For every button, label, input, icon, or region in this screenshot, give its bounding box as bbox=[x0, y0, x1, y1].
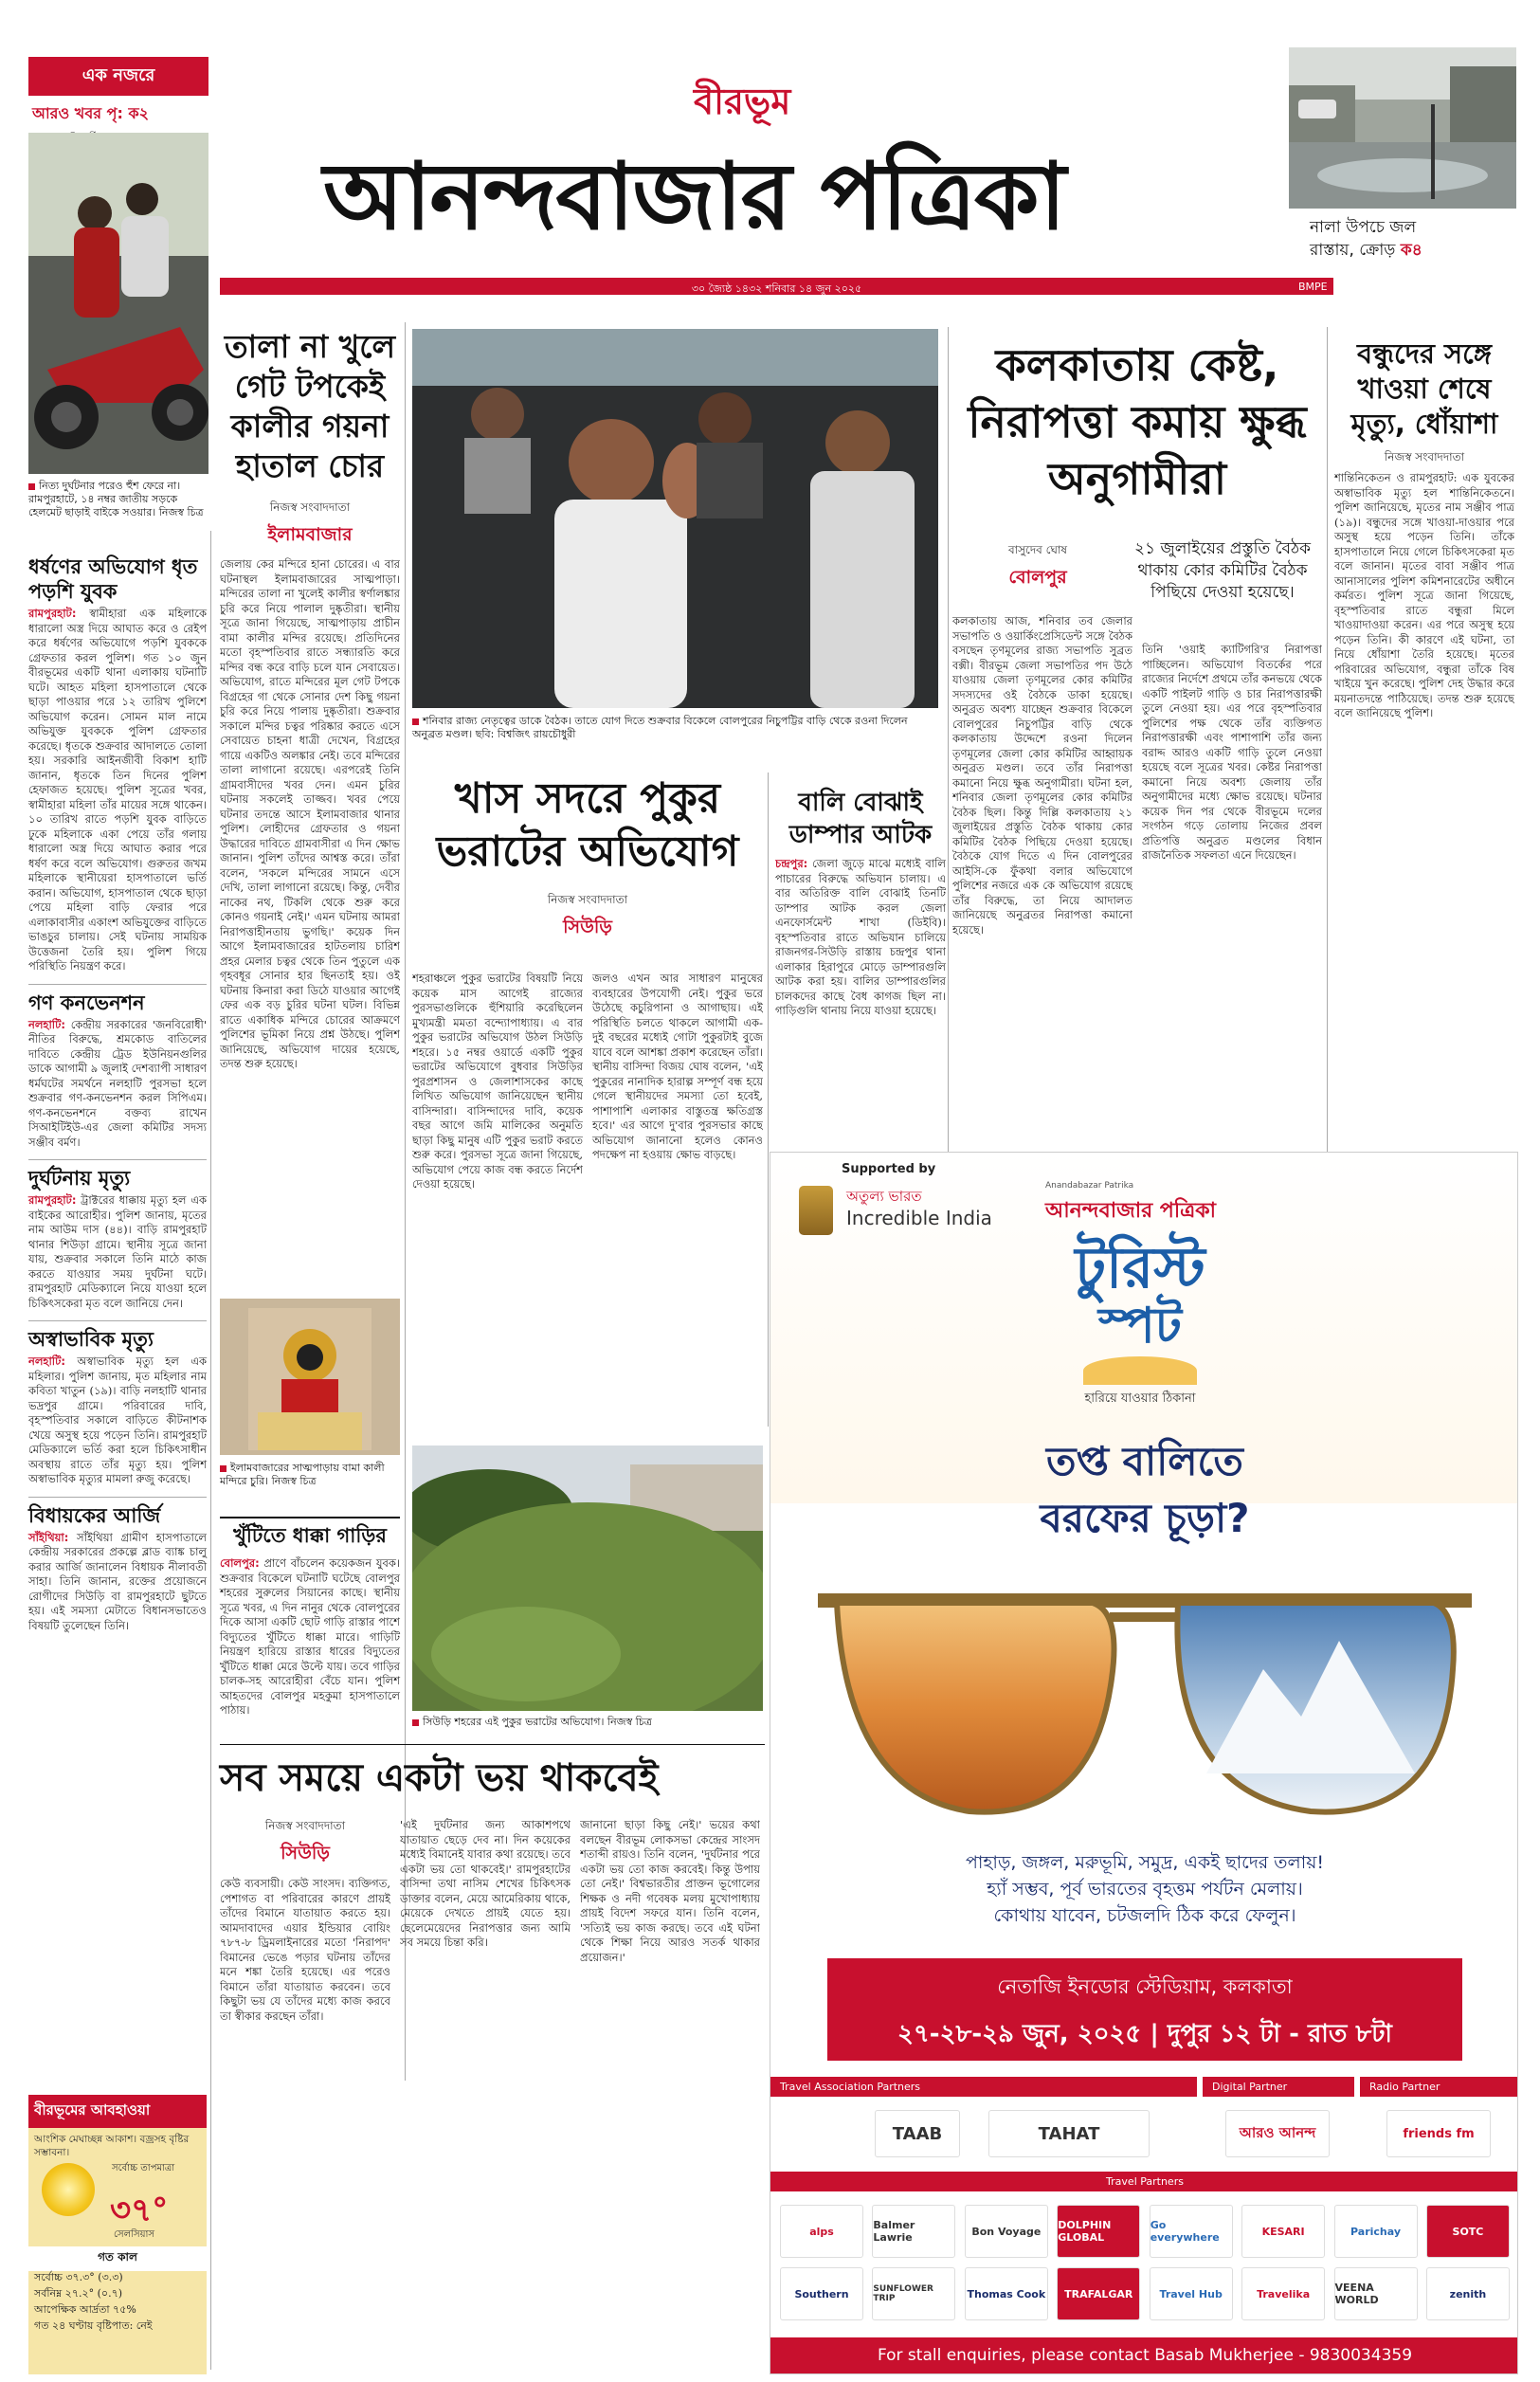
kali-caption-text: ইলামবাজারের সাত্মপাড়ায় বামা কালী মন্দিরে চুরি। নিজস্ব চিত্র bbox=[220, 1462, 385, 1487]
col-rule bbox=[210, 531, 211, 2370]
story-body-col1: কলকাতায় আজ, শনিবার তব জেলার সভাপতি ও ওয়ার্কিংপ্রেসিডেন্ট সঙ্গে বৈঠক বসছেন তৃণমূলের রাজ্য সভাপতি সুব্রত বক্সী। বীরভূম জেলা সভাপতির পদ উঠে যাওয়ায় জেলা তৃণমূলের কোর কমিটির সদস্যদের ওই বৈঠকে ডাকা হয়েছে। অনুব্রত অবশ্য যাচ্ছেন শুক্রবার বিকেলে বোলপুরের নিচুপট্টির বাড়ি থেকে কলকাতায় উদ্দেশে রওনা দিলেন তৃণমূলের জেলা কোর কমিটির আহ্বায়ক অনুব্রত মণ্ডল। তবে তাঁর নিরাপত্তা কমানো নিয়ে ক্ষুব্ধ অনুগামীরা। ঘটনা হল, শনিবার জেলা তৃণমূলের কোর কমিটির বৈঠক ছিল। কিন্তু দিল্লি কলকাতায় ২১ জুলাইয়ের প্রস্তুতি বৈঠক থাকায় কোর কমিটির বৈঠক পিছিয়ে দেওয়া হয়েছে। বৈঠকে যোগ দিতে এ দিন বোলপুরের আইসি-কে ফুঁকথা বলার অভিযোগে পুলিশের নজরে এক কে অভিযোগ রয়েছে তাঁর বিরুদ্ধে, তা নিয়ে আদালত জানিয়েছে অনুব্রতর নিরাপত্তা কমানো হয়েছে। bbox=[952, 614, 1132, 936]
dateline-place: চন্দ্রপুর: bbox=[775, 857, 808, 870]
ad-brand-line2: স্পট bbox=[1098, 1298, 1182, 1355]
waterlogging-caption-line1: নালা উপচে জল bbox=[1310, 218, 1417, 237]
story-body-col3: জানানো ছাড়া কিছু নেই।' ভয়ের কথা বলছেন বীরভূম লোকসভা কেন্দ্রের সাংসদ শতাব্দী রায়ও। তিনি বলেন, 'দুর্ঘটনার পরে একটা ভয় তো কাজ করবেই। কিন্তু উপায় তো নেই।' বিশ্বভারতীর প্রাক্তন ভূগোলের শিক্ষক ও নদী গবেষক মলয় মুখোপাধ্যায় প্রায়ই বিদেশ সফরে যান। তিনি বলেন, 'সত্যিই ভয় কাজ করছে। তবে এই ঘটনা থেকে শিক্ষা নিয়ে আরও সতর্ক থাকার প্রয়োজন।' bbox=[580, 1818, 760, 1964]
weather-unit: সেলসিয়াস bbox=[114, 2229, 154, 2240]
story-body: শান্তিনিকেতন ও রামপুরহাট: এক যুবকের অস্বাভাবিক মৃত্যু হল শান্তিনিকেতনে। পুলিশ জানিয়েছে, মৃতের নাম সঞ্জীব পাত্র (১৯)। বন্ধুদের সঙ্গে খাওয়া-দাওয়ার পরে অসুস্থ হয়ে পড়েন তিনি। তাঁকে হাসপাতালে নিয়ে গেলে চিকিৎসকেরা মৃত বলে জানান। মৃতের বাবা সঞ্জীব পাত্র আনাসালের পুলিশ কমিশনারেটের অধীনে কর্মরত। পুলিশ সূত্রে জানা গিয়েছে, বৃহস্পতিবার রাতে বন্ধুরা মিলে খাওয়াদাওয়া করেন। এর পরে অসুস্থ হয়ে পড়েন তিনি। কী কারণে এই ঘটনা, তা নিয়ে ধোঁয়াশা তৈরি হয়েছে। মৃতের পরিবারের অভিযোগ, বন্ধুরা তাঁকে বিষ খাইয়ে খুন করেছে। পুলিশ দেহ উদ্ধার করে ময়নাতদন্তে পাঠিয়েছে। তদন্ত শুরু হয়েছে বলে জানিয়েছে পুলিশ। bbox=[1334, 471, 1514, 719]
story-body: জেলায় কের মন্দিরে হানা চোরের। এ বার ঘটনাস্থল ইলামবাজারের সাত্মপাড়া। মন্দিরের তালা না খুলেই কালীর স্বর্ণালঙ্কার চুরি করে নিয়ে পালাল দুষ্কৃতীরা। স্থানীয় সূত্রে জানা গিয়েছে, সাত্মপাড়ায় প্রাচীন বামা কালীর মন্দির রয়েছে। প্রতিদিনের মতো বৃহস্পতিবার রাতে সন্ধ্যারতি করে মন্দির বন্ধ করে বাড়ি চলে যান সেবায়েত। অভিযোগ, রাতে মন্দিরের মূল গেট টপকে বিগ্রহের গা থেকে সোনার দেশ কিছু গয়না চুরি করে নিয়ে পালায় দুষ্কৃতীরা। শুক্রবার সকালে মন্দির চত্বর পরিষ্কার করতে এসে সেবায়েত চাহনা ধাত্রী দেখেন, বিগ্রহের গায়ে একটিও অলঙ্কার নেই। তবে মন্দিরের তালা লাগানো রয়েছে। এরপরেই তিনি গ্রামবাসীদের খবর দেন। এমন চুরির ঘটনায় সকলেই তাজ্জব। খবর পেয়ে ঘটনার তদন্তে আসে ইলামবাজার থানার পুলিশ। লোহীদের গ্রেফতার ও গয়না উদ্ধারের দাবিতে গ্রামবাসীরা এ দিন ক্ষোভ জানান। পুলিশ তাঁদের আশ্বস্ত করে। তাঁরা বলেন, 'সকলে মন্দিরের সামনে এসে দেখি, তালা লাগানো রয়েছে। কিন্তু, দেবীর নাকের নথ, টিকলি থেকে শুরু করে কোনও গয়নাই নেই।' এমন ঘটনায় আমরা নিরাপত্তাহীনতায় ভুগছি।' কয়েক দিন আগে ইলামবাজারের হাটতলায় চারিশ প্রহর মেলার চত্বর থেকে তিন পুতুলে এক গৃহবধূর সোনার হার ছিনতাই হয়। ওই ঘটনায় কিনারা করা ডিঠে যাওয়ার আগেই ফের এক বড় চুরির ঘটনা ঘটল। বিভিন্ন রাতে একাধিক মন্দিরে চোরের আক্রমণে পুলিশের ভূমিকা নিয়ে প্রশ্ন উঠছে। পুলিশ জানিয়েছে, অভিযোগ দায়ের হয়েছে, তদন্ত শুরু হয়েছে। bbox=[220, 557, 400, 1070]
ad-line2: হ্যাঁ সম্ভব, পূর্ব ভারতের বৃহত্তম পর্যটন মেলায়। bbox=[987, 1879, 1303, 1900]
radio-label: Radio Partner bbox=[1360, 2077, 1518, 2097]
story-body bbox=[775, 857, 946, 1132]
pond-photo-art bbox=[412, 1446, 763, 1711]
byline: নিজস্ব সংবাদদাতা bbox=[1384, 450, 1465, 464]
bike-caption-text: নিত্য দুর্ঘটনার পরেও হুঁশ ফেরে না। রামপুরহাটে, ১৪ নম্বর জাতীয় সড়কে হেলমেট ছাড়াই বাইকে সওয়ার। নিজস্ব চিত্র bbox=[28, 480, 204, 518]
story-car-accident bbox=[220, 1517, 400, 1718]
more-news-label: আরও খবর পৃ: bbox=[32, 104, 123, 122]
ad-incredible: Incredible India bbox=[846, 1207, 992, 1229]
brief-body: ট্রাক্টরের ধাক্কায় মৃত্যু হল এক বাইকের আরোহীর। পুলিশ জানায়, মৃতের নাম আউম দাস (৪৪)। বাড়ি রামপুরহাট থানার শিউড়া গ্রামে। স্থানীয় সূত্রে জানা যায়, শুক্রবার সকালে তিনি মাঠে কাজ করতে যাওয়ার সময় দুর্ঘটনা ঘটে। রামপুরহাট মেডিক্যালে নিয়ে যাওয়া হলে চিকিৎসকেরা মৃত বলে জানিয়ে দেন। bbox=[28, 1193, 207, 1310]
edition-code: BMPE bbox=[1298, 281, 1328, 293]
sun-icon bbox=[42, 2163, 95, 2216]
byline: বাসুদেব ঘোষ bbox=[1007, 543, 1068, 556]
ad-supported-by: Supported by bbox=[842, 1162, 936, 1176]
weather-row: সর্বোচ্চ ৩৭.৩° (৩.৩) bbox=[34, 2271, 123, 2283]
waterlogging-photo bbox=[1289, 47, 1516, 209]
weather-temp-label: সর্বোচ্চ তাপমাত্রা bbox=[112, 2163, 175, 2173]
kesto-byline-block bbox=[957, 542, 1118, 600]
partners-row bbox=[780, 2267, 1510, 2320]
story-body-col1: শহরাঞ্চলে পুকুর ভরাটের বিষয়টি নিয়ে কয়েক মাস আগেই রাজ্যের পুরসভাগুলিকে হুঁশিয়ারি করেছিলেন মুখ্যমন্ত্রী মমতা বন্দ্যোপাধ্যায়। এ বার পুকুর ভরাটের অভিযোগ উঠল সিউড়ি শহরে। ১৫ নম্বর ওয়ার্ডে একটি পুকুর ভরাটের অভিযোগে বুধবার সিউড়ির পুরপ্রশাসন ও জেলাশাসকের কাছে লিখিত অভিযোগ জানিয়েছেন স্থানীয় বাসিন্দারা। বাসিন্দাদের দাবি, কয়েক বছর আগে জমি মালিকের অনুমতি ছাড়া কিছু মানুষ এটি পুকুর ভরাট করতে শুরু করে। পুরসভা সূত্রে জানা গিয়েছে, অভিযোগ পেয়ে কাজ বন্ধ করতে নির্দেশ দেওয়া হয়েছে। bbox=[412, 972, 583, 1191]
kesto-pullquote: ২১ জুলাইয়ের প্রস্তুতি বৈঠক থাকায় কোর কমিটির বৈঠক পিছিয়ে দেওয়া হয়েছে। bbox=[1134, 539, 1311, 602]
ad-hero-line1: তপ্ত বালিতে bbox=[1046, 1438, 1243, 1484]
partner-logo[interactable]: Travelika bbox=[1241, 2267, 1325, 2320]
brief-rule bbox=[28, 1320, 207, 1321]
ad-venue-band bbox=[827, 1958, 1462, 2061]
ad-footer[interactable]: For stall enquiries, please contact Basab Mukherjee - 9830034359 bbox=[770, 2337, 1518, 2374]
ad-dates: ২৭-২৮-২৯ জুন, ২০২৫ bbox=[897, 2020, 1142, 2048]
ad-line3: কোথায় যাবেন, চটজলদি ঠিক করে ফেলুন। bbox=[993, 1905, 1296, 1926]
briefs-column bbox=[28, 555, 207, 1633]
dateline-place: ইলামবাজার bbox=[267, 524, 353, 545]
headline: বন্ধুদের সঙ্গে খাওয়া শেষে মৃত্যু, ধোঁয়াশা bbox=[1350, 337, 1498, 440]
brief-title: ধর্ষণের অভিযোগ ধৃত পড়শি যুবক bbox=[28, 555, 198, 603]
waterlogging-caption-line2: রাস্তায়, ক্রোড় bbox=[1310, 241, 1396, 260]
assoc-label: Travel Association Partners bbox=[770, 2077, 1197, 2097]
partner-logo[interactable]: Southern bbox=[780, 2267, 863, 2320]
caption-marker bbox=[220, 1465, 226, 1472]
brief bbox=[28, 1327, 207, 1487]
masthead-title: আনন্দবাজার পত্রিকা bbox=[322, 142, 1065, 251]
brief-body: স্বামীহারা এক মহিলাকে ধারালো অস্ত্র দিয়ে আঘাত করে ও রেইপ করে ধর্ষণের অভিযোগে পড়শি যুবককে গ্রেফতার করল পুলিশ। গত ১০ জুন বীরভূমের একটি থানা এলাকায় ঘটনাটি ঘটে। আহত মহিলা হাসপাতালে থেকে ছাড়া পাওয়ার পরে ১২ তারিখ পুলিশে অভিযোগ করেন। সোমন মাল নামে অভিযুক্ত যুবককে পুলিশ গ্রেফতার করেছে। ধৃতকে শুক্রবার আদালতে তোলা হয়। সরকারি আইনজীবী বিকাশ হাটি জানান, ধৃতকে তিন দিনের পুলিশ হেফাজত হয়েছে। পুলিশ সূত্রের খবর, স্বামীহারা মহিলা তাঁর মায়ের সঙ্গে থাকেন। ১০ তারিখ রাতে পড়শি যুবক বাড়িতে ঢুকে মহিলাকে একা পেয়ে তাঁর গলায় ধারালো অস্ত্র দিয়ে আঘাত করার পরে ধর্ষণ করে বলে অভিযোগ। গুরুতর জখম মহিলাকে স্থানীয়েরা হাসপাতালে ভর্তি করান। অভিযোগ, হাসপাতাল থেকে ছাড়া পেয়ে মহিলা বাড়ি ফেরার পরে এলাকাবাসীর একাংশ অভিযুক্তের বাড়িতে ভাঙচুর চালায়। সেই ঘটনায় সাময়িক উত্তেজনা তৈরি হয়। পুলিশ গিয়ে পরিস্থিতি নিয়ন্ত্রণ করে। bbox=[28, 607, 207, 973]
story-dumper bbox=[775, 787, 946, 1132]
brief-text bbox=[28, 1355, 207, 1487]
partner-logo[interactable]: TAHAT bbox=[988, 2110, 1150, 2157]
weather-row: আপেক্ষিক আর্দ্রতা ৭৫% bbox=[34, 2303, 136, 2316]
headline: কলকাতায় কেষ্ট, নিরাপত্তা কমায় ক্ষুব্ধ অনুগামীরা bbox=[968, 339, 1307, 504]
sunglasses-art bbox=[808, 1555, 1481, 1830]
main-photo-art bbox=[412, 329, 938, 708]
brief-rule bbox=[28, 984, 207, 985]
ad-tagline: হারিয়ে যাওয়ার ঠিকানা bbox=[1084, 1391, 1196, 1406]
ad-paper-bn: আনন্দবাজার পত্রিকা bbox=[1045, 1198, 1217, 1223]
brief-title: বিধায়কের আর্জি bbox=[28, 1503, 161, 1527]
partner-logo[interactable]: Go everywhere bbox=[1150, 2205, 1233, 2258]
kali-caption bbox=[220, 1462, 400, 1488]
ad-atulya: অতুল্য ভারত bbox=[846, 1188, 922, 1205]
col-rule bbox=[1327, 327, 1328, 1152]
brief-text bbox=[28, 1018, 207, 1151]
headline: খুঁটিতে ধাক্কা গাড়ির bbox=[220, 1517, 400, 1549]
partner-logo[interactable]: TAAB bbox=[875, 2110, 960, 2157]
caption-marker bbox=[28, 483, 35, 490]
bike-photo bbox=[28, 133, 208, 474]
dateline-place: বোলপুর: bbox=[220, 1556, 260, 1570]
waterlogging-caption bbox=[1310, 216, 1518, 262]
partner-logo[interactable]: Travel Hub bbox=[1150, 2267, 1233, 2320]
brief-text bbox=[28, 607, 207, 974]
ad-hero-line2: বরফের চূড়া? bbox=[1040, 1495, 1250, 1541]
section-rule bbox=[220, 1744, 765, 1745]
travel-label: Travel Partners bbox=[770, 2172, 1518, 2191]
more-news-page: ক২ bbox=[128, 104, 150, 122]
weather-temp: ৩৭° bbox=[110, 2191, 169, 2229]
byline: নিজস্ব সংবাদদাতা bbox=[269, 500, 351, 514]
brief-title: অস্বাভাবিক মৃত্যু bbox=[28, 1328, 154, 1351]
partner-logo[interactable]: TRAFALGAR bbox=[1057, 2267, 1140, 2320]
dateline: ৩০ জ্যৈষ্ঠ ১৪৩২ শনিবার ১৪ জুন ২০২৫ bbox=[691, 282, 862, 295]
masthead bbox=[220, 64, 1281, 278]
weather-rows bbox=[34, 2269, 201, 2334]
col-rule bbox=[405, 322, 406, 2081]
weather-summary: আংশিক মেঘাচ্ছন্ন আকাশ। বজ্রসহ বৃষ্টির সম্ভাবনা। bbox=[34, 2134, 190, 2158]
story-temple-theft bbox=[220, 327, 400, 1410]
brief-place: নলহাটি: bbox=[28, 1017, 65, 1031]
pond-caption bbox=[412, 1716, 763, 1729]
story-friends-death bbox=[1334, 336, 1514, 1097]
brief-title: দুর্ঘটনায় মৃত্যু bbox=[28, 1167, 131, 1190]
weather-row: গত ২৪ ঘণ্টায় বৃষ্টিপাত: নেই bbox=[34, 2319, 153, 2332]
at-a-glance-header: এক নজরে bbox=[28, 57, 208, 96]
kali-idol-photo-art bbox=[220, 1299, 400, 1455]
pond-caption-text: সিউড়ি শহরের এই পুকুর ভরাটের অভিযোগ। নিজস্ব চিত্র bbox=[423, 1716, 652, 1728]
brief-rule bbox=[28, 1497, 207, 1498]
brief-title: গণ কনভেনশন bbox=[28, 991, 145, 1014]
caption-marker bbox=[412, 718, 419, 725]
ad-time: দুপুর ১২ টা - রাত ৮টা bbox=[1167, 2020, 1392, 2048]
col-rule bbox=[768, 773, 769, 1427]
bike-caption bbox=[28, 480, 208, 519]
story-body-col2: 'এই দুর্ঘটনার জন্য আকাশপথে যাতায়াত ছেড়ে দেব না। দিন কয়েকের মধ্যেই বিমানেই যাবার কথা রয়েছে। তবে একটা ভয় তো থাকবেই।' রামপুরহাটের বাসিন্দা তথা নাসিম শেখের চিকিৎসক ডাক্তার বলেন, মেয়ে আমেরিকায় থাকে, মেয়েকে দেখতে প্রায়ই যেতে হয়। ছেলেমেয়েদের নিরাপত্তার জন্য আমি সব সময়ে চিন্তা করি। bbox=[400, 1818, 571, 1949]
story-fear bbox=[220, 1754, 765, 1803]
partner-logo[interactable]: SOTC bbox=[1426, 2205, 1510, 2258]
tourism-ad[interactable] bbox=[770, 1152, 1518, 2374]
ad-date-line: ২৭-২৮-২৯ জুন, ২০২৫ | দুপুর ১২ টা - রাত ৮টা bbox=[897, 2020, 1392, 2048]
emblem-icon bbox=[799, 1186, 833, 1235]
ad-venue: নেতাজি ইনডোর স্টেডিয়াম, কলকাতা bbox=[997, 1975, 1293, 1998]
kali-idol-photo bbox=[220, 1299, 400, 1455]
weather-title: বীরভূমের আবহাওয়া bbox=[28, 2095, 207, 2128]
story-body-text: প্রাণে বাঁচলেন কয়েকজন যুবক। শুক্রবার বিকেলে ঘটনাটি ঘটেছে বোলপুর শহরের সুরুলের সিয়ানের কাছে। স্থানীয় সূত্রে খবর, এ দিন নানুর থেকে বোলপুরের দিকে আসা একটি ছোট গাড়ি রাস্তার পাশে বিদ্যুতের খুঁটিতে ধাক্কা মারে। গাড়িটি নিয়ন্ত্রণ হারিয়ে রাস্তার ধারের বিদ্যুতের খুঁটিতে ধাক্কা মেরে উল্টে যায়। তবে গাড়ির চালক-সহ আরোহীরা বেঁচে যান। পুলিশ আহতদের বোলপুর মহকুমা হাসপাতালে পাঠায়। bbox=[220, 1556, 401, 1717]
partner-logo[interactable]: VEENA WORLD bbox=[1334, 2267, 1418, 2320]
partner-logo[interactable]: Parichay bbox=[1334, 2205, 1418, 2258]
headline: বালি বোঝাই ডাম্পার আটক bbox=[788, 789, 933, 849]
main-photo-caption-text: শনিবার রাজ্য নেতৃত্বের ডাকে বৈঠক। তাতে যোগ দিতে শুক্রবার বিকেলে বোলপুরের নিচুপট্টির বাড়ি থেকে রওনা দিলেন অনুব্রত মণ্ডল। ছবি: বিশ্বজিৎ রায়চৌধুরী bbox=[412, 715, 908, 740]
story-body-col2: জলও এখন আর সাধারণ মানুষের ব্যবহারের উপযোগী নেই। পুকুর ভরে উঠেছে কচুরিপানা ও আগাছায়। এই পরিস্থিতি চলতে থাকলে আগামী এক-দুই বছরের মধ্যেই গোটা পুকুরটাই বুজে যাবে বলে আশঙ্কা প্রকাশ করেছেন তাঁরা। স্থানীয় বাসিন্দা বিজয় ঘোষ বলেন, 'এই পুকুরের নানাদিক হারাল্প সম্পূর্ণ বন্ধ হয়ে গেলে স্থানীয়দের সমস্যা তো হবেই, পাশাপাশি এলাকার বাস্তুতন্ত্র ক্ষতিগ্রস্ত হবে।' এর আগে দু'বার পুরসভার কাছে অভিযোগ জানানো হলেও কোনও পদক্ষেপ না হওয়ায় ক্ষোভ বাড়ছে। bbox=[592, 972, 763, 1161]
brief bbox=[28, 991, 207, 1151]
waterlogging-photo-art bbox=[1289, 47, 1516, 209]
partner-logo[interactable]: friends fm bbox=[1386, 2110, 1491, 2157]
brief-body: কেন্দ্রীয় সরকারের 'জনবিরোধী' নীতির বিরুদ্ধে, শ্রমকোড বাতিলের দাবিতে কেন্দ্রীয় ট্রেড ইউনিয়নগুলির ডাকে আগামী ৯ জুলাই দেশব্যাপী সাধারণ ধর্মঘটের সমর্থনে নলহাটি পুরসভা হলে শুক্রবার গণ-কনভেনশন করল সিপিএম। গণ-কনভেনশনে বক্তব্য রাখেন সিআইটিইউ-এর জেলা কমিটির সদস্য সঞ্জীব বর্মণ। bbox=[28, 1017, 208, 1149]
headline: সব সময়ে একটা ভয় থাকবেই bbox=[220, 1756, 659, 1800]
weather-row: সর্বনিম্ন ২৭.২° (০.৭) bbox=[34, 2287, 123, 2300]
dateline-place: সিউড়ি bbox=[281, 1843, 330, 1864]
brief-place: নলহাটি: bbox=[28, 1355, 65, 1368]
ad-paper: Anandabazar Patrika bbox=[1045, 1181, 1134, 1191]
byline: নিজস্ব সংবাদদাতা bbox=[264, 1819, 346, 1832]
partners-row bbox=[780, 2205, 1510, 2258]
sunglasses-graphic bbox=[808, 1555, 1481, 1830]
partner-logo[interactable]: Balmer Lawrie bbox=[872, 2205, 955, 2258]
brief-body: সাঁইথিয়া গ্রামীণ হাসপাতালে কেন্দ্রীয় সরকারের প্রকল্পে ব্লাড ব্যাঙ্ক চালু করার আর্জি জানালেন বিধায়ক নীলাবতী সাহা। তিনি জানান, রক্তের প্রয়োজনে রোগীদের সিউড়ি বা রামপুরহাটে ছুটতে হয়। এই সমস্যা মেটাতে বিধানসভাতেও বিষয়টি তুলেছেন তিনি। bbox=[28, 1530, 208, 1632]
headline: তালা না খুলে গেট টপকেই কালীর গয়না হাতাল চোর bbox=[224, 328, 396, 484]
main-photo-caption bbox=[412, 715, 938, 741]
waterlogging-caption-line2-wrap bbox=[1310, 239, 1518, 262]
brief-body: অস্বাভাবিক মৃত্যু হল এক মহিলার। পুলিশ জানায়, মৃত মহিলার নাম কবিতা খাতুন (১৯)। বাড়ি নলহাটি থানার ভদ্রপুর গ্রামে। পরিবারের দাবি, বৃহস্পতিবার সকালে বাড়িতে কীটনাশক খেয়ে অসুস্থ হয়ে পড়েন তিনি। রামপুরহাট মেডিক্যালে ভর্তি করা হলে চিকিৎসাধীন অবস্থায় রাতে তাঁর মৃত্যু হয়। পুলিশ অস্বাভাবিক মৃত্যুর মামলা রুজু করেছে। bbox=[28, 1355, 208, 1485]
story-body bbox=[220, 1556, 400, 1718]
story-body-col2: তিনি 'ওয়াই ক্যাটিগরি'র নিরাপত্তা পাচ্ছিলেন। অভিযোগ বিতর্কের পরে রাজ্যের নির্দেশে প্রথমে তাঁর কনভয়ে থেকে একটি পাইলট গাড়ি ও চার নিরাপত্তারক্ষী তুলে নেওয়া হয়। এর পরে বৃহস্পতিবার পুলিশের পক্ষ থেকে তাঁর ব্যক্তিগত নিরাপত্তারক্ষী এবং পাশাপাশি তাঁর জন্য বরাদ্দ আরও একটি গাড়ি তুলে নেওয়া হয়েছে বলে সূত্রের খবর। কেষ্টর নিরাপত্তা কমানো নিয়ে অবশ্য জেলায় তাঁর অনুগামীদের মধ্যে ক্ষোভ রয়েছে। ঘটনার কয়েক দিন পর থেকে বীরভূমে দলের সংগঠন গড়ে তোলায় নিজের প্রবল প্রতিপত্তি অনুব্রত মণ্ডলের বিধান রাজনৈতিক সফলতা এনে দিয়েছেন। bbox=[1142, 643, 1322, 862]
bike-photo-art bbox=[28, 133, 208, 474]
pond-photo bbox=[412, 1446, 763, 1711]
weather-box bbox=[28, 2095, 207, 2374]
brief bbox=[28, 555, 207, 974]
brief bbox=[28, 1503, 207, 1634]
dateline-place: বোলপুর bbox=[1008, 567, 1067, 588]
partner-logo[interactable]: আরও আনন্দ bbox=[1225, 2110, 1330, 2157]
partner-logo[interactable]: Bon Voyage bbox=[965, 2205, 1048, 2258]
story-body-text: জেলা জুড়ে মাঝে মধ্যেই বালি পাচারের বিরুদ্ধে অভিযান চালায়। এ বার অতিরিক্ত বালি বোঝাই তিনটি ডাম্পার আটক করল জেলা এনফোর্সমেন্ট শাখা (ডিইবি)। বৃহস্পতিবার রাতে অভিযান চালিয়ে রাজনগর-সিউড়ি রাস্তায় চন্দ্রপুর থানা এলাকার হিরাপুরে মোড়ে ডাম্পারগুলি আটক করা হয়। বালির ডাম্পারগুলির চালকদের কাছে বৈধ কাগজ ছিল না। গাড়িগুলি থানায় নিয়ে যাওয়া হয়েছে। bbox=[775, 857, 946, 1017]
ad-line1: পাহাড়, জঙ্গল, মরুভূমি, সমুদ্র, একই ছাদের তলায়! bbox=[965, 1852, 1325, 1873]
digital-label: Digital Partner bbox=[1203, 2077, 1354, 2097]
main-photo bbox=[412, 329, 938, 708]
dateline-place: সিউড়ি bbox=[563, 917, 612, 937]
fear-byline-block bbox=[220, 1818, 390, 1876]
byline: নিজস্ব সংবাদদাতা bbox=[547, 893, 628, 906]
brief-text bbox=[28, 1193, 207, 1311]
masthead-region: বীরভূম bbox=[694, 81, 791, 122]
story-pond-filling bbox=[412, 773, 763, 950]
partner-logo[interactable]: alps bbox=[780, 2205, 863, 2258]
ad-partner-labels bbox=[770, 2077, 1518, 2098]
partner-logo[interactable]: SUNFLOWER TRIP bbox=[872, 2267, 955, 2320]
partner-logo[interactable]: DOLPHIN GLOBAL bbox=[1057, 2205, 1140, 2258]
brief-place: সাঁইথিয়া: bbox=[28, 1530, 69, 1544]
waterlogging-caption-page: ক৪ bbox=[1400, 241, 1422, 260]
headline: খাস সদরে পুকুর ভরাটের অভিযোগ bbox=[436, 774, 739, 876]
brief-place: রামপুরহাট: bbox=[28, 607, 77, 620]
partner-logo[interactable]: Thomas Cook bbox=[965, 2267, 1048, 2320]
story-body-col1: কেউ ব্যবসায়ী। কেউ সাংসদ। ব্যক্তিগত, পেশাগত বা পরিবারের কারণে প্রায়ই তাঁদের বিমানে যাতায়াত করতে হয়। আমদাবাদের এয়ার ইন্ডিয়ার বোয়িং ৭৮৭-৮ ড্রিমলাইনারের মতো 'নিরাপদ' বিমানের ভেঙে পড়ার ঘটনায় তাঁদের মনে শঙ্কা তৈরি হয়েছে। এর পরেও বিমানে তাঁরা যাতায়াত করবেন। তবে কিছুটা ভয় যে তাঁদের মধ্যে কাজ করবে তা স্বীকার করছেন তাঁরা। bbox=[220, 1877, 390, 2023]
caption-marker bbox=[412, 1719, 419, 1726]
more-news[interactable] bbox=[28, 96, 208, 129]
brief-place: রামপুরহাট: bbox=[28, 1193, 77, 1207]
partner-logo[interactable]: KESARI bbox=[1241, 2205, 1325, 2258]
ad-brand-line1: টুরিস্ট bbox=[1075, 1235, 1205, 1301]
brief-text bbox=[28, 1531, 207, 1634]
brief-rule bbox=[28, 1159, 207, 1160]
weather-yesterday: গত কাল bbox=[28, 2246, 207, 2271]
partner-logo[interactable]: zenith bbox=[1426, 2267, 1510, 2320]
story-kesto bbox=[952, 336, 1322, 507]
brief bbox=[28, 1166, 207, 1311]
beach-icon bbox=[1083, 1356, 1197, 1385]
